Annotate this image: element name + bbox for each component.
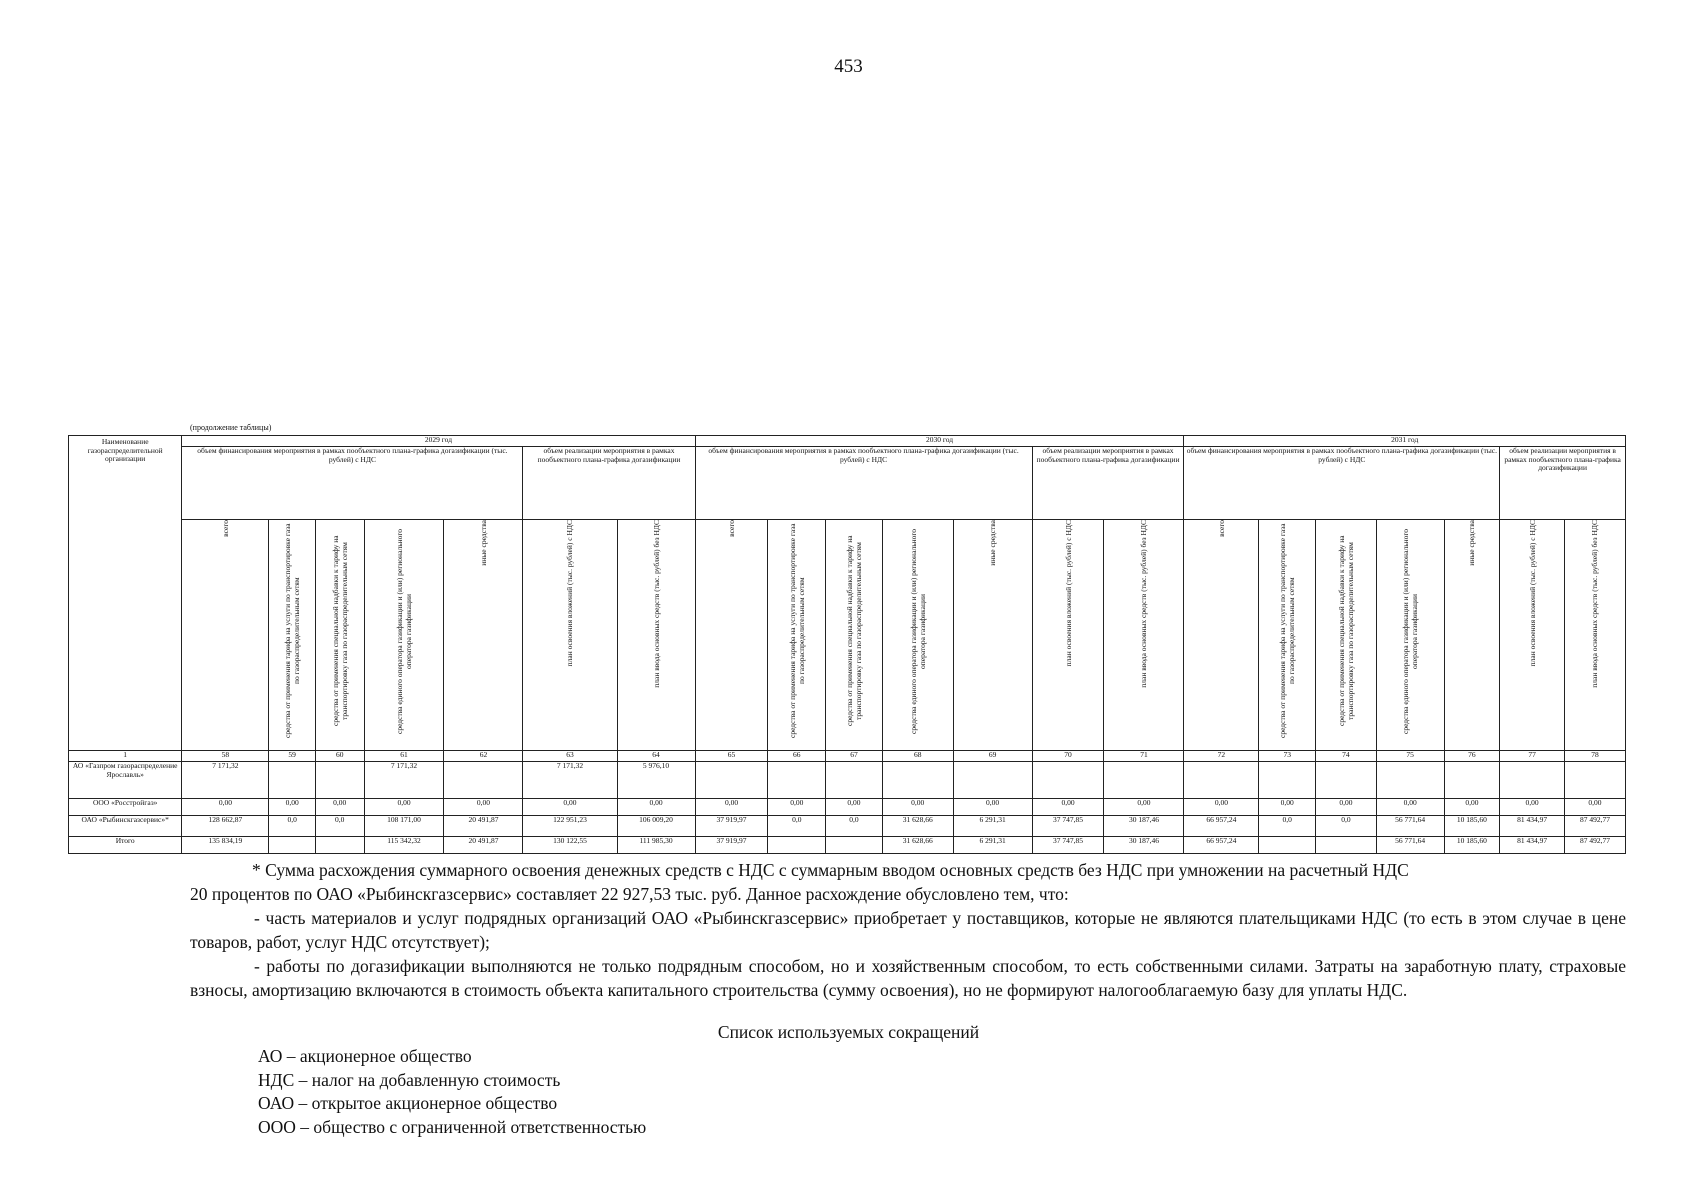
table-row bbox=[69, 799, 1626, 816]
value-cell: 0,00 bbox=[1184, 799, 1259, 816]
value-cell bbox=[269, 837, 316, 854]
column-number: 78 bbox=[1564, 751, 1625, 762]
group-realization-2029: объем реализации мероприятия в рамках пообъектного плана-графика догазификации bbox=[523, 447, 695, 520]
value-cell bbox=[1032, 762, 1104, 799]
group-realization-2030: объем реализации мероприятия в рамках пообъектного плана-графика догазификации bbox=[1032, 447, 1184, 520]
group-financing-2031: объем финансирования мероприятия в рамках пообъектного плана-графика догазификации (тыс. рублей) с НДС bbox=[1184, 447, 1500, 520]
value-cell: 0,00 bbox=[444, 799, 523, 816]
value-cell: 0,0 bbox=[1259, 816, 1316, 837]
value-cell: 111 985,30 bbox=[617, 837, 695, 854]
column-number: 62 bbox=[444, 751, 523, 762]
value-cell: 0,00 bbox=[826, 799, 883, 816]
org-column-header: Наименование газораспределительной организации bbox=[69, 436, 182, 751]
value-cell bbox=[826, 837, 883, 854]
value-cell bbox=[1184, 762, 1259, 799]
value-cell: 87 492,77 bbox=[1564, 837, 1625, 854]
value-cell: 0,00 bbox=[182, 799, 269, 816]
value-cell: 0,00 bbox=[953, 799, 1032, 816]
sub-header-operator bbox=[882, 520, 953, 751]
value-cell: 0,00 bbox=[1376, 799, 1444, 816]
sub-header-fixed bbox=[617, 520, 695, 751]
sub-header-markup bbox=[315, 520, 364, 751]
value-cell: 0,0 bbox=[269, 816, 316, 837]
value-cell bbox=[953, 762, 1032, 799]
value-cell bbox=[768, 837, 826, 854]
sub-header-text: план ввода основных средств (тыс. рублей) без НДС bbox=[1139, 520, 1149, 688]
value-cell: 0,0 bbox=[315, 816, 364, 837]
value-cell bbox=[695, 762, 768, 799]
page-number: 453 bbox=[834, 56, 863, 77]
sub-header-fixed bbox=[1104, 520, 1184, 751]
value-cell bbox=[1376, 762, 1444, 799]
abbreviation-item: АО – акционерное общество bbox=[258, 1046, 472, 1066]
sub-header-text: средства единого оператора газификации и (или) регионального оператора газификации bbox=[908, 528, 927, 734]
column-number: 75 bbox=[1376, 751, 1444, 762]
table-row bbox=[69, 816, 1626, 837]
value-cell: 87 492,77 bbox=[1564, 816, 1625, 837]
sub-header-other bbox=[444, 520, 523, 751]
sub-header-other bbox=[1444, 520, 1500, 751]
value-cell: 0,00 bbox=[1104, 799, 1184, 816]
value-cell: 37 747,85 bbox=[1032, 816, 1104, 837]
value-cell: 56 771,64 bbox=[1376, 816, 1444, 837]
value-cell bbox=[1259, 762, 1316, 799]
column-number: 66 bbox=[768, 751, 826, 762]
value-cell: 0,00 bbox=[1564, 799, 1625, 816]
column-number: 60 bbox=[315, 751, 364, 762]
org-name-cell: АО «Газпром газораспределение Ярославль» bbox=[69, 762, 182, 799]
sub-header-tariff bbox=[269, 520, 316, 751]
sub-header-text: иные средства bbox=[478, 520, 488, 566]
value-cell: 130 122,55 bbox=[523, 837, 617, 854]
footnote-line-2: 20 процентов по ОАО «Рыбинскгазсервис» составляет 22 927,53 тыс. руб. Данное расхождение обусловлено тем, что: bbox=[190, 884, 1069, 904]
value-cell: 37 747,85 bbox=[1032, 837, 1104, 854]
sub-header-text: план освоения вложений (тыс. рублей) с НДС bbox=[565, 520, 575, 667]
value-cell: 0,00 bbox=[1259, 799, 1316, 816]
org-name-cell: ООО «Росстройгаз» bbox=[69, 799, 182, 816]
footnote-main: * Сумма расхождения суммарного освоения денежных средств с НДС с суммарным вводом основных средств без НДС при умножении на расчетный НДС bbox=[252, 860, 1409, 880]
column-number: 72 bbox=[1184, 751, 1259, 762]
column-number: 69 bbox=[953, 751, 1032, 762]
column-number: 59 bbox=[269, 751, 316, 762]
value-cell: 56 771,64 bbox=[1376, 837, 1444, 854]
column-number: 68 bbox=[882, 751, 953, 762]
sub-header-fixed bbox=[1564, 520, 1625, 751]
sub-header-invest bbox=[1032, 520, 1104, 751]
value-cell: 0,00 bbox=[1444, 799, 1500, 816]
value-cell: 20 491,87 bbox=[444, 816, 523, 837]
value-cell: 31 628,66 bbox=[882, 837, 953, 854]
column-number: 1 bbox=[69, 751, 182, 762]
subheader-row bbox=[69, 520, 1626, 751]
value-cell: 37 919,97 bbox=[695, 837, 768, 854]
value-cell bbox=[315, 762, 364, 799]
column-number: 77 bbox=[1500, 751, 1565, 762]
value-cell bbox=[1444, 762, 1500, 799]
abbreviations-title: Список используемых сокращений bbox=[717, 1022, 980, 1042]
value-cell: 0,0 bbox=[768, 816, 826, 837]
year-header-row bbox=[69, 436, 1626, 447]
financing-table bbox=[68, 435, 1626, 854]
value-cell bbox=[882, 762, 953, 799]
abbreviation-item: ОАО – открытое акционерное общество bbox=[258, 1093, 558, 1113]
column-number: 70 bbox=[1032, 751, 1104, 762]
column-number: 64 bbox=[617, 751, 695, 762]
value-cell: 0,00 bbox=[695, 799, 768, 816]
value-cell: 30 187,46 bbox=[1104, 837, 1184, 854]
footnote-bullet-2: - работы по догазификации выполняются не только подрядным способом, но и хозяйственным способом, то есть собственными силами. Затраты на заработную плату, страховые взносы, амортизацию включаются в стоимость объекта капитального строительства (сумму освоения), но не формируют налогооблагаемую базу для уплаты НДС. bbox=[190, 956, 1626, 1000]
sub-header-text: всего bbox=[1216, 520, 1226, 537]
value-cell bbox=[1564, 762, 1625, 799]
value-cell bbox=[768, 762, 826, 799]
value-cell: 30 187,46 bbox=[1104, 816, 1184, 837]
column-number: 67 bbox=[826, 751, 883, 762]
value-cell: 128 662,87 bbox=[182, 816, 269, 837]
value-cell: 20 491,87 bbox=[444, 837, 523, 854]
value-cell: 0,00 bbox=[768, 799, 826, 816]
table-row bbox=[69, 762, 1626, 799]
value-cell: 7 171,32 bbox=[523, 762, 617, 799]
column-number: 63 bbox=[523, 751, 617, 762]
sub-header-text: всего bbox=[220, 520, 230, 537]
value-cell: 106 009,20 bbox=[617, 816, 695, 837]
value-cell bbox=[1316, 837, 1377, 854]
sub-header-text: план ввода основных средств (тыс. рублей) без НДС bbox=[1590, 520, 1600, 688]
year-header-2030: 2030 год bbox=[695, 436, 1184, 447]
sub-header-other bbox=[953, 520, 1032, 751]
sub-header-text: средства от применения специальной надбавки к тарифу на транспортировку газа по газораспределительным сетям bbox=[1336, 535, 1355, 727]
sub-header-text: средства единого оператора газификации и (или) регионального оператора газификации bbox=[1401, 528, 1420, 734]
sub-header-text: средства от применения тарифа на услуги по транспортировке газа по газораспределительным сетям bbox=[283, 523, 302, 739]
sub-header-invest bbox=[1500, 520, 1565, 751]
column-number: 74 bbox=[1316, 751, 1377, 762]
value-cell bbox=[1316, 762, 1377, 799]
org-name-cell: ОАО «Рыбинскгазсервис»* bbox=[69, 816, 182, 837]
sub-header-tariff bbox=[1259, 520, 1316, 751]
table-total-row bbox=[69, 837, 1626, 854]
value-cell: 0,00 bbox=[1500, 799, 1565, 816]
column-number: 76 bbox=[1444, 751, 1500, 762]
sub-header-operator bbox=[1376, 520, 1444, 751]
sub-header-vsego bbox=[1184, 520, 1259, 751]
sub-header-text: иные средства bbox=[988, 520, 998, 566]
value-cell: 7 171,32 bbox=[182, 762, 269, 799]
sub-header-operator bbox=[364, 520, 444, 751]
column-number-row bbox=[69, 751, 1626, 762]
year-header-2031: 2031 год bbox=[1184, 436, 1626, 447]
value-cell bbox=[826, 762, 883, 799]
sub-header-invest bbox=[523, 520, 617, 751]
group-header-row bbox=[69, 447, 1626, 520]
group-financing-2030: объем финансирования мероприятия в рамках пообъектного плана-графика догазификации (тыс. рублей) с НДС bbox=[695, 447, 1032, 520]
column-number: 73 bbox=[1259, 751, 1316, 762]
value-cell: 81 434,97 bbox=[1500, 816, 1565, 837]
value-cell: 0,00 bbox=[617, 799, 695, 816]
group-realization-2031: объем реализации мероприятия в рамках пообъектного плана-графика догазификации bbox=[1500, 447, 1626, 520]
abbreviation-item: ООО – общество с ограниченной ответственностью bbox=[258, 1116, 647, 1137]
sub-header-text: средства от применения тарифа на услуги по транспортировке газа по газораспределительным сетям bbox=[787, 523, 806, 739]
value-cell: 6 291,31 bbox=[953, 837, 1032, 854]
sub-header-text: план освоения вложений (тыс. рублей) с НДС bbox=[1527, 520, 1537, 667]
abbreviations-list bbox=[258, 1045, 646, 1139]
sub-header-vsego bbox=[695, 520, 768, 751]
value-cell bbox=[315, 837, 364, 854]
value-cell: 66 957,24 bbox=[1184, 837, 1259, 854]
value-cell bbox=[1104, 762, 1184, 799]
value-cell bbox=[269, 762, 316, 799]
value-cell: 6 291,31 bbox=[953, 816, 1032, 837]
value-cell: 0,00 bbox=[1316, 799, 1377, 816]
value-cell: 115 342,32 bbox=[364, 837, 444, 854]
footnote-bullet-1: - часть материалов и услуг подрядных организаций ОАО «Рыбинскгазсервис» приобретает у поставщиков, которые не являются плательщиками НДС (то есть в этом случае в цене товаров, работ, услуг НДС отсутствует); bbox=[190, 908, 1626, 952]
footnote-block bbox=[190, 858, 1626, 1002]
continuation-note: (продолжение таблицы) bbox=[190, 423, 272, 432]
column-number: 61 bbox=[364, 751, 444, 762]
column-number: 71 bbox=[1104, 751, 1184, 762]
value-cell: 66 957,24 bbox=[1184, 816, 1259, 837]
sub-header-markup bbox=[1316, 520, 1377, 751]
value-cell bbox=[1500, 762, 1565, 799]
value-cell: 37 919,97 bbox=[695, 816, 768, 837]
year-header-2029: 2029 год bbox=[182, 436, 695, 447]
value-cell: 122 951,23 bbox=[523, 816, 617, 837]
value-cell: 5 976,10 bbox=[617, 762, 695, 799]
value-cell: 0,00 bbox=[1032, 799, 1104, 816]
value-cell: 31 628,66 bbox=[882, 816, 953, 837]
financing-table-wrapper bbox=[68, 435, 1626, 854]
sub-header-markup bbox=[826, 520, 883, 751]
value-cell: 0,0 bbox=[826, 816, 883, 837]
abbreviation-item: НДС – налог на добавленную стоимость bbox=[258, 1069, 561, 1090]
group-financing-2029: объем финансирования мероприятия в рамках пообъектного плана-графика догазификации (тыс. рублей) с НДС bbox=[182, 447, 523, 520]
column-number: 65 bbox=[695, 751, 768, 762]
value-cell bbox=[1259, 837, 1316, 854]
sub-header-text: средства от применения специальной надбавки к тарифу на транспортировку газа по газораспределительным сетям bbox=[844, 535, 863, 727]
value-cell: 0,00 bbox=[315, 799, 364, 816]
value-cell: 0,00 bbox=[269, 799, 316, 816]
sub-header-vsego bbox=[182, 520, 269, 751]
value-cell: 81 434,97 bbox=[1500, 837, 1565, 854]
value-cell: 0,00 bbox=[523, 799, 617, 816]
column-number: 58 bbox=[182, 751, 269, 762]
value-cell: 0,00 bbox=[364, 799, 444, 816]
value-cell: 0,00 bbox=[882, 799, 953, 816]
sub-header-tariff bbox=[768, 520, 826, 751]
value-cell: 10 185,60 bbox=[1444, 816, 1500, 837]
sub-header-text: всего bbox=[727, 520, 736, 537]
value-cell: 0,0 bbox=[1316, 816, 1377, 837]
sub-header-text: средства от применения специальной надбавки к тарифу на транспортировку газа по газораспределительным сетям bbox=[330, 535, 349, 727]
value-cell: 135 834,19 bbox=[182, 837, 269, 854]
sub-header-text: средства единого оператора газификации и (или) регионального оператора газификации bbox=[395, 528, 413, 734]
sub-header-text: план ввода основных средств (тыс. рублей) без НДС bbox=[651, 520, 661, 688]
sub-header-text: план освоения вложений (тыс. рублей) с НДС bbox=[1063, 520, 1073, 667]
value-cell: 108 171,00 bbox=[364, 816, 444, 837]
sub-header-text: иные средства bbox=[1467, 520, 1477, 566]
org-name-cell: Итого bbox=[69, 837, 182, 854]
value-cell: 10 185,60 bbox=[1444, 837, 1500, 854]
value-cell: 7 171,32 bbox=[364, 762, 444, 799]
value-cell bbox=[444, 762, 523, 799]
sub-header-text: средства от применения тарифа на услуги по транспортировке газа по газораспределительным сетям bbox=[1278, 523, 1297, 739]
